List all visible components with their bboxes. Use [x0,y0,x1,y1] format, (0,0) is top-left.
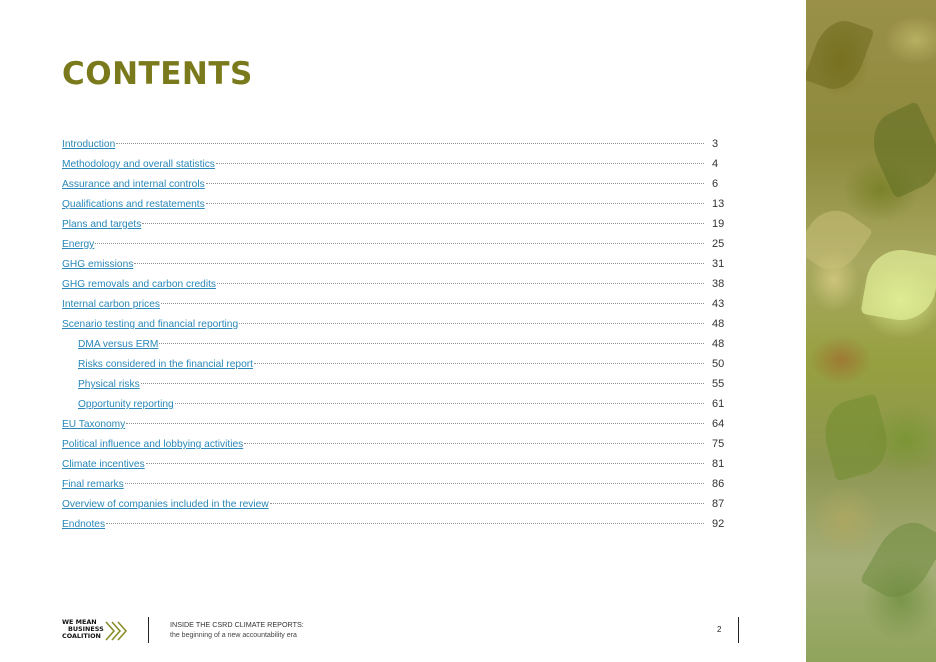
toc-leader-dots [206,183,704,184]
toc-page-number: 3 [712,138,719,150]
toc-entry[interactable] [62,194,728,214]
toc-leader-dots [125,483,704,484]
toc-page-number: 86 [712,478,725,490]
toc-link[interactable]: Opportunity reporting [78,399,174,410]
toc-entry[interactable] [62,214,728,234]
toc-leader-dots [175,403,704,404]
toc-link[interactable]: Assurance and internal controls [62,179,205,190]
toc-entry[interactable] [62,134,728,154]
toc-page-number: 48 [712,338,725,350]
toc-entry[interactable] [62,374,728,394]
logo-wordmark [62,619,108,640]
toc-entry[interactable] [62,354,728,374]
toc-link[interactable]: EU Taxonomy [62,419,126,430]
toc-page-number: 6 [712,178,719,190]
toc-leader-dots [146,463,704,464]
toc-page-number: 64 [712,418,725,430]
page-number: 2 [717,625,722,634]
toc-link[interactable]: GHG removals and carbon credits [62,279,217,290]
toc-link[interactable]: GHG emissions [62,259,134,270]
toc-leader-dots [270,503,704,504]
toc-link[interactable]: Introduction [62,139,116,150]
toc-link[interactable]: Methodology and overall statistics [62,159,215,170]
toc-entry[interactable] [62,434,728,454]
toc-link[interactable]: Climate incentives [62,459,145,470]
toc-entry[interactable] [62,514,728,534]
toc-page-number: 61 [712,398,725,410]
toc-leader-dots [216,163,704,164]
toc-leader-dots [239,323,704,324]
toc-leader-dots [161,303,704,304]
toc-entry[interactable] [62,294,728,314]
toc-entry[interactable] [62,154,728,174]
toc-link[interactable]: Political influence and lobbying activities [62,439,244,450]
toc-leader-dots [134,263,704,264]
toc-page-number: 75 [712,438,725,450]
toc-entry[interactable] [62,474,728,494]
page-title: CONTENTS [62,56,253,92]
toc-leader-dots [244,443,704,444]
toc-entry[interactable] [62,394,728,414]
toc-entry[interactable] [62,334,728,354]
toc-leader-dots [159,343,704,344]
toc-link[interactable]: Qualifications and restatements [62,199,205,210]
toc-entry[interactable] [62,454,728,474]
toc-page-number: 4 [712,158,719,170]
wmb-logo [62,619,132,645]
toc-page-number: 43 [712,298,725,310]
table-of-contents [62,134,728,534]
toc-leader-dots [141,383,704,384]
toc-page-number: 87 [712,498,725,510]
logo-line: WE MEAN [62,618,97,626]
toc-page-number: 48 [712,318,725,330]
toc-leader-dots [206,203,704,204]
logo-line: COALITION [62,632,101,640]
chevrons-right-icon [104,620,130,642]
toc-entry[interactable] [62,314,728,334]
toc-link[interactable]: DMA versus ERM [78,339,159,350]
leaf-photo [806,0,936,662]
toc-page-number: 92 [712,518,725,530]
toc-leader-dots [95,243,704,244]
report-subtitle: the beginning of a new accountability era [170,632,297,639]
toc-link[interactable]: Internal carbon prices [62,299,160,310]
toc-link[interactable]: Overview of companies included in the review [62,499,269,510]
toc-entry[interactable] [62,174,728,194]
toc-leader-dots [254,363,704,364]
toc-entry[interactable] [62,234,728,254]
toc-entry[interactable] [62,414,728,434]
toc-page-number: 50 [712,358,725,370]
toc-page-number: 55 [712,378,725,390]
toc-entry[interactable] [62,254,728,274]
toc-leader-dots [106,523,704,524]
page-number-divider [738,617,739,643]
toc-leader-dots [126,423,704,424]
toc-link[interactable]: Plans and targets [62,219,142,230]
toc-page-number: 13 [712,198,725,210]
toc-link[interactable]: Physical risks [78,379,140,390]
toc-leader-dots [142,223,704,224]
report-title: INSIDE THE CSRD CLIMATE REPORTS: [170,620,304,629]
toc-link[interactable]: Endnotes [62,519,106,530]
toc-entry[interactable] [62,274,728,294]
toc-page-number: 19 [712,218,725,230]
toc-link[interactable]: Final remarks [62,479,124,490]
toc-entry[interactable] [62,494,728,514]
toc-page-number: 38 [712,278,725,290]
logo-line: BUSINESS [68,625,104,633]
toc-page-number: 31 [712,258,725,270]
toc-link[interactable]: Risks considered in the financial report [78,359,253,370]
toc-page-number: 81 [712,458,725,470]
toc-page-number: 25 [712,238,725,250]
toc-leader-dots [217,283,704,284]
toc-link[interactable]: Scenario testing and financial reporting [62,319,239,330]
footer-divider [148,617,149,643]
toc-link[interactable]: Energy [62,239,95,250]
toc-leader-dots [116,143,704,144]
